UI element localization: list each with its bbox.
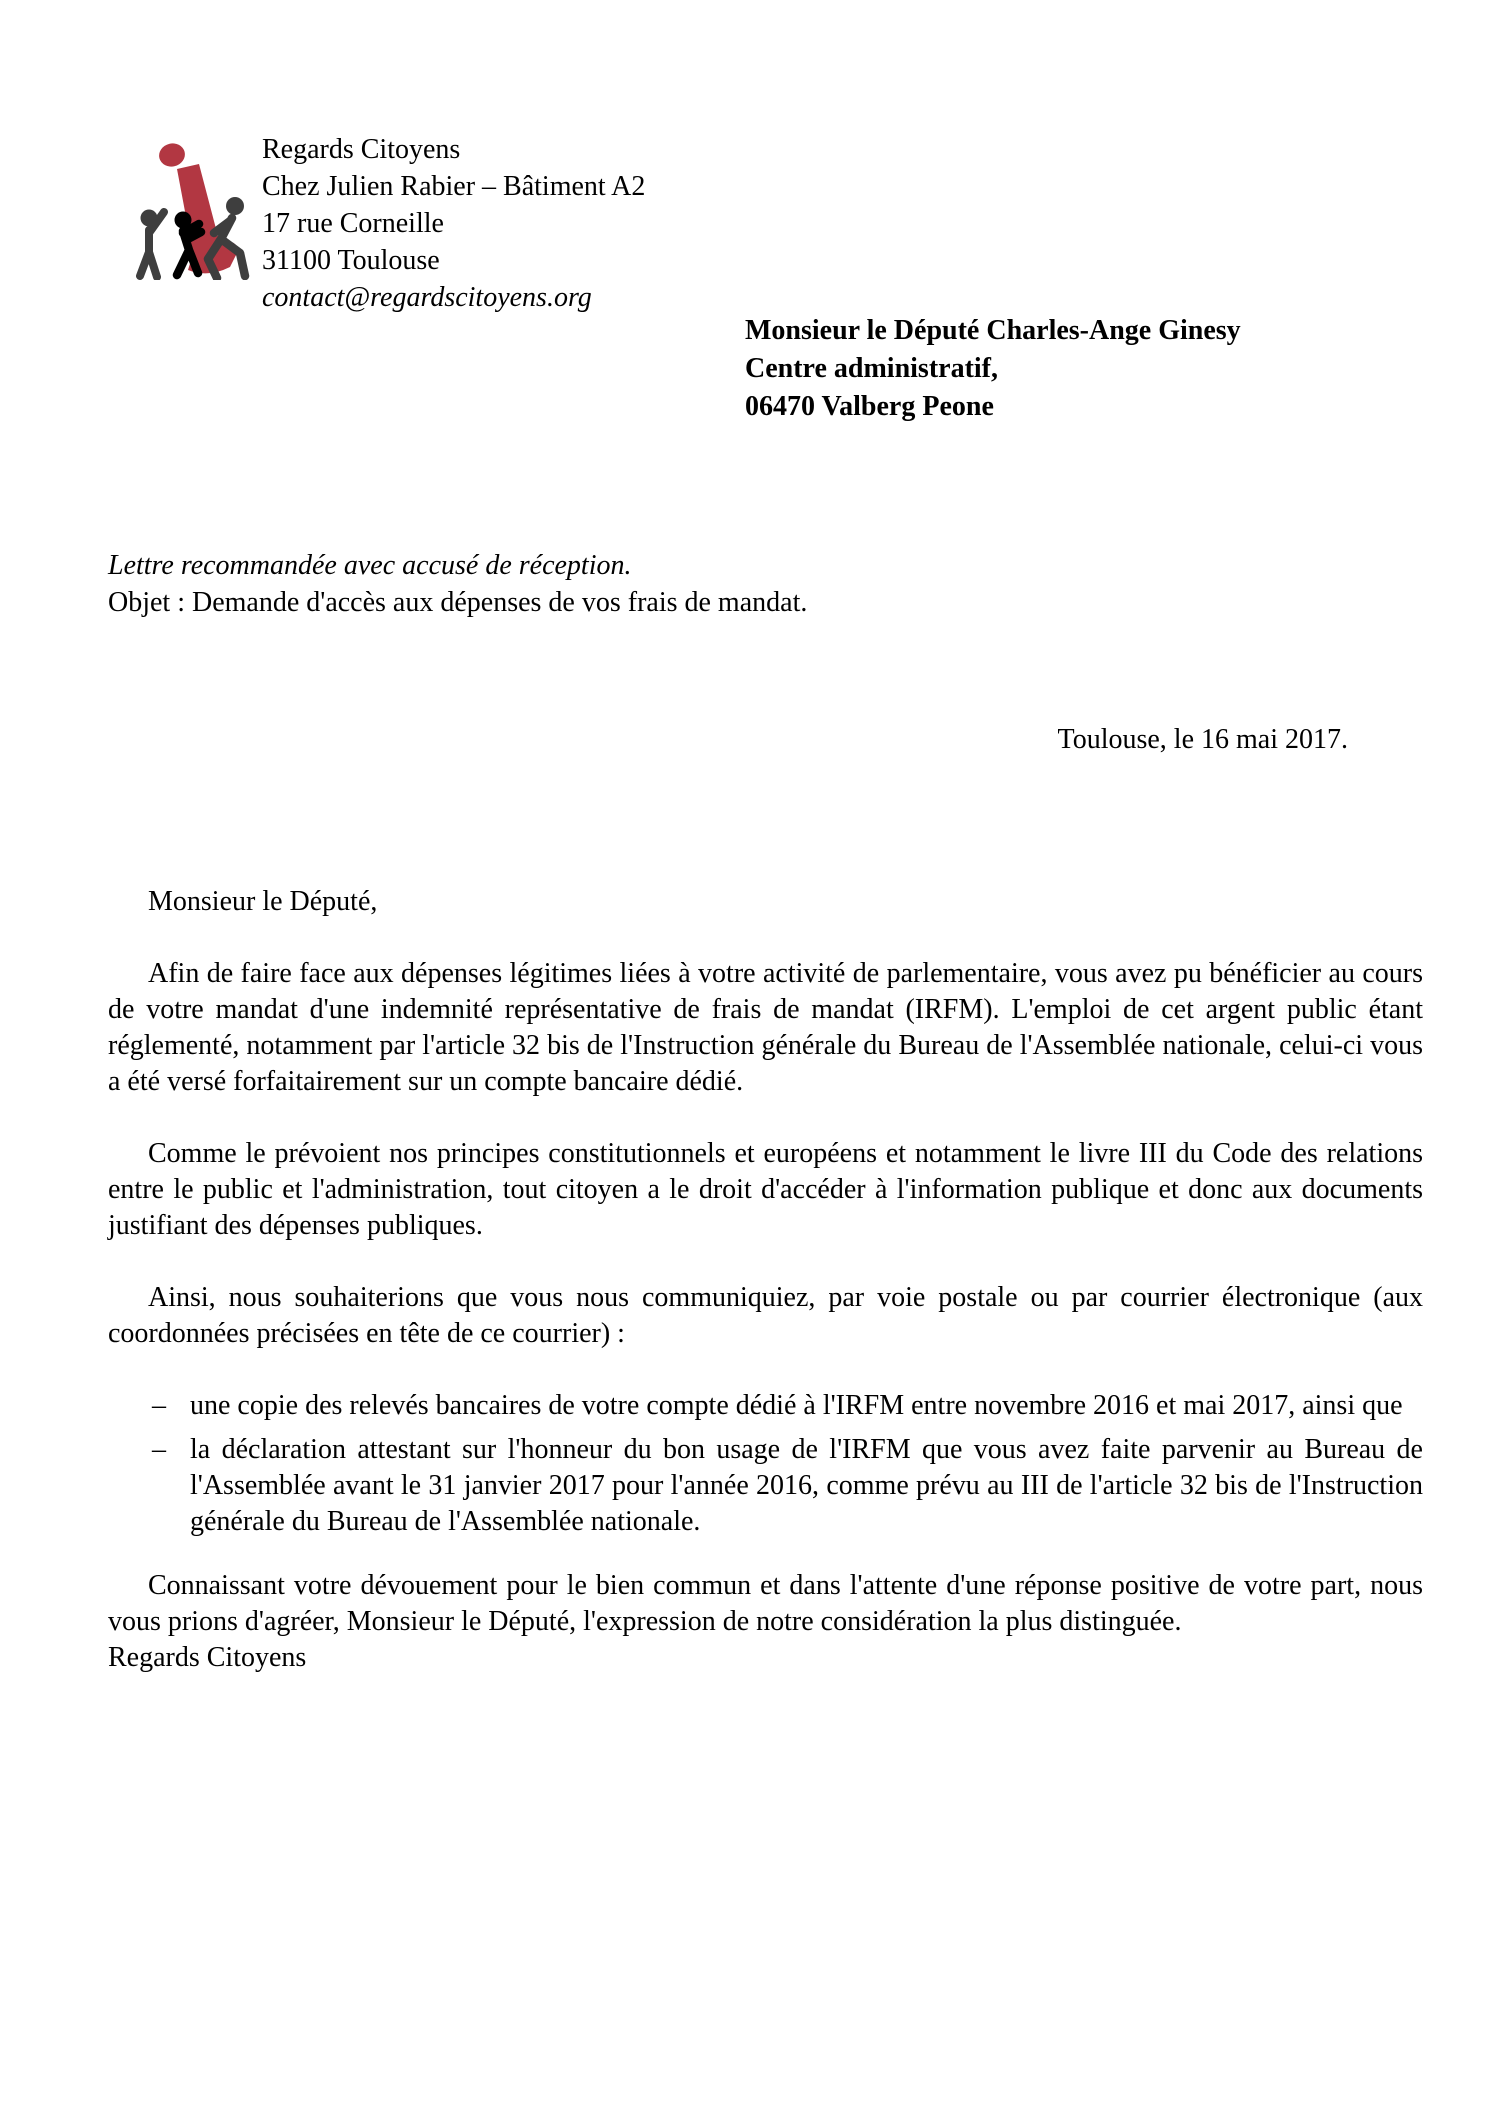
sender-address-block <box>262 131 645 316</box>
logo-person-center-head <box>175 212 192 229</box>
recipient-address-line1: Centre administratif, <box>745 353 998 384</box>
list-item-text: une copie des relevés bancaires de votre compte dédié à l'IRFM entre novembre 2016 et mai 2017, ainsi que <box>190 1390 1403 1421</box>
logo-person-left-head <box>141 210 158 227</box>
bullet-dash: – <box>152 1390 166 1421</box>
recipient-name: Monsieur le Député Charles-Ange Ginesy <box>745 315 1241 346</box>
list-item-text: la déclaration attestant sur l'honneur du bon usage de l'IRFM que vous avez faite parvenir au Bureau de l'Assemblée avant le 31 janvier 2017 pour l'année 2016, comme prévu au III de l'article 32 bis de l'Instruction générale du Bureau de l'Assemblée nationale. <box>190 1434 1423 1537</box>
sender-email: contact@regardscitoyens.org <box>262 282 592 313</box>
sender-address-line2: 17 rue Corneille <box>262 208 444 239</box>
letter-body <box>108 884 1423 1712</box>
logo-person-right-head <box>226 197 244 215</box>
paragraph-1: Afin de faire face aux dépenses légitimes liées à votre activité de parlementaire, vous avez pu bénéficier au cours de votre mandat d'une indemnité représentative de frais de mandat (IRFM). L'emploi de cet argent public étant réglementé, notamment par l'article 32 bis de l'Instruction générale du Bureau de l'Assemblée nationale, celui-ci vous a été versé forfaitairement sur un compte bancaire dédié. <box>108 958 1423 1097</box>
paragraph-2: Comme le prévoient nos principes constitutionnels et européens et notamment le livre III du Code des relations entre le public et l'administration, tout citoyen a le droit d'accéder à l'information publique et donc aux documents justifiant des dépenses publiques. <box>108 1138 1423 1241</box>
signature: Regards Citoyens <box>108 1642 307 1673</box>
sender-address-line3: 31100 Toulouse <box>262 245 440 276</box>
list-item <box>152 1388 1423 1424</box>
list-item <box>152 1432 1423 1540</box>
closing-paragraph: Connaissant votre dévouement pour le bien commun et dans l'attente d'une réponse positive de votre part, nous vous prions d'agréer, Monsieur le Député, l'expression de notre considération la plus distinguée. <box>108 1570 1423 1637</box>
salutation: Monsieur le Député, <box>148 886 378 917</box>
bullet-dash: – <box>152 1434 166 1465</box>
paragraph-3: Ainsi, nous souhaiterions que vous nous communiquiez, par voie postale ou par courrier électronique (aux coordonnées précisées en tête de ce courrier) : <box>108 1282 1423 1349</box>
sender-name: Regards Citoyens <box>262 134 461 165</box>
recipient-address-block <box>745 312 1241 426</box>
recipient-address-line2: 06470 Valberg Peone <box>745 391 994 422</box>
date-line: Toulouse, le 16 mai 2017. <box>1057 724 1348 755</box>
mail-notice-block <box>108 547 807 621</box>
regards-citoyens-logo-icon <box>132 140 258 280</box>
registered-mail-notice: Lettre recommandée avec accusé de réception. <box>108 550 632 581</box>
sender-address-line1: Chez Julien Rabier – Bâtiment A2 <box>262 171 646 202</box>
request-list <box>108 1388 1423 1540</box>
logo-i-dot <box>157 141 188 170</box>
subject-line: Objet : Demande d'accès aux dépenses de vos frais de mandat. <box>108 587 808 618</box>
